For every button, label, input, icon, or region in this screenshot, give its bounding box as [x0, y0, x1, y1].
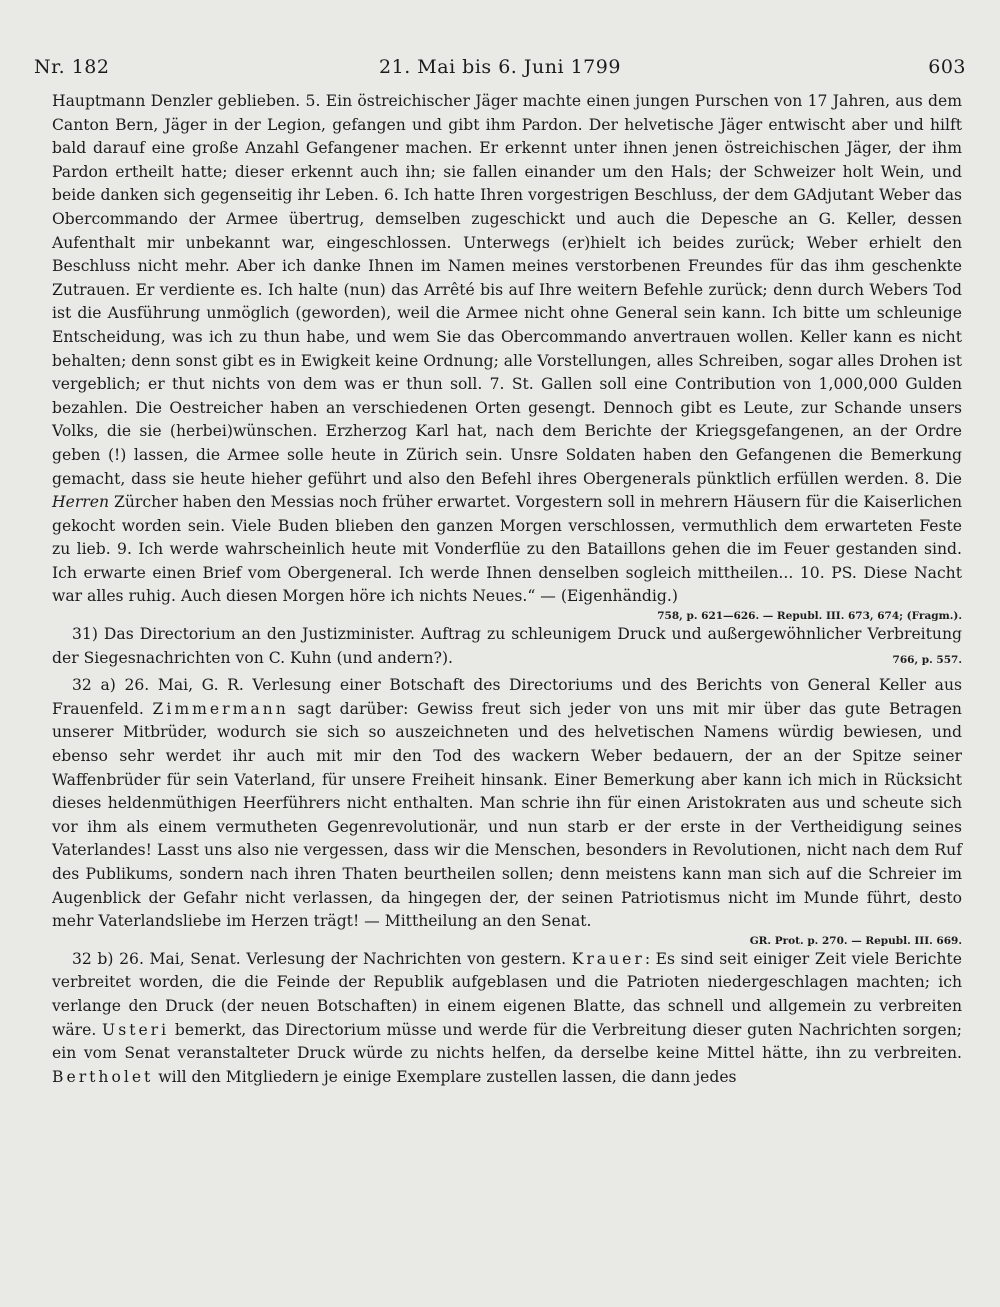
- paragraph-continuation: [52, 90, 962, 609]
- paragraph-text: 32 b) 26. Mai, Senat. Verlesung der Nachrichten von gestern.: [72, 949, 572, 968]
- paragraph-text: Zürcher haben den Messias noch früher erwartet. Vorgestern soll in mehrern Häusern für die Kaiserlichen gekocht worden sein. Viele Buden blieben den ganzen Morgen verschlossen, vermuthlich dem erwarteten Feste zu lieb. 9. Ich werde wahrscheinlich heute mit Vonderflüe zu den Bataillons gehen die im Feuer gestanden sind. Ich erwarte einen Brief vom Obergeneral. Ich werde Ihnen denselben sogleich mittheilen... 10. PS. Diese Nacht war alles ruhig. Auch diesen Morgen höre ich nichts Neues.“ — (Eigenhändig.): [52, 493, 962, 606]
- speaker-name: Usteri: [102, 1020, 170, 1039]
- paragraph-31: [52, 623, 962, 670]
- paragraph-32a: [52, 674, 962, 934]
- page-number: 603: [928, 56, 966, 78]
- italic-word: Herren: [52, 493, 110, 512]
- document-number: Nr. 182: [34, 56, 110, 78]
- paragraph-text: will den Mitgliedern je einige Exemplare zustellen lassen, die dann jedes: [153, 1067, 737, 1086]
- paragraph-text: Hauptmann Denzler geblieben. 5. Ein östreichischer Jäger machte einen jungen Purschen von 17 Jahren, aus dem Canton Bern, Jäger in der Legion, gefangen und gibt ihm Pardon. Der helvetische Jäger entwischt aber und hilft bald darauf eine große Anzahl Gefangener machen. Er erkennt unter ihnen jenen östreichischen Jäger, der ihm Pardon ertheilt hatte; dieser erkennt auch ihn; sie fallen einander um den Hals; der Schweizer holt Wein, und beide danken sich gegenseitig ihr Leben. 6. Ich hatte Ihren vorgestrigen Beschluss, der dem GAdjutant Weber das Obercommando der Armee übertrug, demselben zugeschickt und auch die Depesche an G. Keller, dessen Aufenthalt mir unbekannt war, eingeschlossen. Unterwegs (er)hielt ich beides zurück; Weber erhielt den Beschluss nicht mehr. Aber ich danke Ihnen im Namen meines verstorbenen Freundes für das ihm geschenkte Zutrauen. Er verdiente es. Ich halte (nun) das Arrêté bis auf Ihre weitern Befehle zurück; denn durch Webers Tod ist die Ausführung unmöglich (geworden), weil die Armee nicht ohne General sein kann. Ich bitte um schleunige Entscheidung, was ich zu thun habe, und wem Sie das Obercommando anvertrauen wollen. Keller kann es nicht behalten; denn sonst gibt es in Ewigkeit keine Ordnung; alle Vorstellungen, alles Schreiben, sogar alles Drohen ist vergeblich; er thut nichts von dem was er thun soll. 7. St. Gallen soll eine Contribution von 1,000,000 Gulden bezahlen. Die Oestreicher haben an verschiedenen Orten gesengt. Dennoch gibt es Leute, zur Schande unsers Volks, die sie (herbei)wünschen. Erzherzog Karl hat, nach dem Berichte der Kriegsgefangenen, an der Ordre geben (!) lassen, die Armee solle heute in Zürich sein. Unsre Soldaten haben den Gefangenen die Bemerkung gemacht, dass sie heute hieher geführt und also den Befehl ihres Obergenerals pünktlich erfüllen werden. 8. Die: [52, 92, 962, 488]
- speaker-name: Zimmermann: [152, 699, 289, 718]
- speaker-name: Bertholet: [52, 1067, 154, 1086]
- paragraph-text: 32 a) 26. Mai, G. R. Verlesung einer Botschaft des Directoriums und des Berichts von General Keller aus Frauenfeld.: [52, 676, 962, 718]
- page-body: [52, 90, 962, 1089]
- paragraph-text: bemerkt, das Directorium müsse und werde für die Verbreitung dieser guten Nachrichten sorgen; ein vom Senat veranstalteter Druck würde zu nichts helfen, da derselbe keine Mittel hätte, ihn zu verbreiten.: [52, 1020, 962, 1063]
- source-reference: 758, p. 621—626. — Republ. III. 673, 674; (Fragm.).: [657, 610, 962, 623]
- paragraph-32b: [52, 948, 962, 1090]
- page-header: [34, 56, 966, 86]
- paragraph-text: sagt darüber: Gewiss freut sich jeder von uns mit mir über das gute Betragen unserer Mitbrüder, wodurch sie sich so auszeichneten und des helvetischen Namens würdig bewiesen, und ebenso sehr werdet ihr auch mit mir den Tod des wackern Weber bedauern, der an der Spitze seiner Waffenbrüder für sein Vaterland, für unsere Freiheit hinsank. Einer Bemerkung aber kann ich mich in Rücksicht dieses heldenmüthigen Heerführers nicht enthalten. Man schrie ihn für einen Aristokraten aus und scheute sich vor ihm als einem vermutheten Gegenrevolutionär, und nun starb er der erste in der Vertheidigung seines Vaterlandes! Lasst uns also nie vergessen, dass wir die Menschen, besonders in Revolutionen, nicht nach dem Ruf des Publikums, sondern nach ihren Thaten beurtheilen sollen; denn meistens kann man sich auf die Schreier im Augenblick der Gefahr nicht verlassen, da hingegen der, der seinen Patriotismus nicht im Munde führt, desto mehr Vaterlandsliebe im Herzen trägt! — Mittheilung an den Senat.: [52, 699, 962, 931]
- speaker-name: Krauer: [571, 949, 645, 968]
- paragraph-text: : Es sind seit einiger Zeit viele Berichte verbreitet worden, die die Feinde der Republik aufgeblasen und die Patrioten niedergeschlagen machten; ich verlange den Druck (der neuen Botschaften) in einem eigenen Blatte, das schnell und allgemein zu verbreiten wäre.: [52, 949, 962, 1039]
- date-range-title: 21. Mai bis 6. Juni 1799: [379, 56, 621, 78]
- paragraph-text: 31) Das Directorium an den Justizminister. Auftrag zu schleunigem Druck und außergewöhnlicher Verbreitung der Siegesnachrichten von C. Kuhn (und andern?).: [52, 625, 962, 667]
- source-reference: 766, p. 557.: [892, 653, 962, 666]
- source-reference: GR. Prot. p. 270. — Republ. III. 669.: [749, 934, 962, 947]
